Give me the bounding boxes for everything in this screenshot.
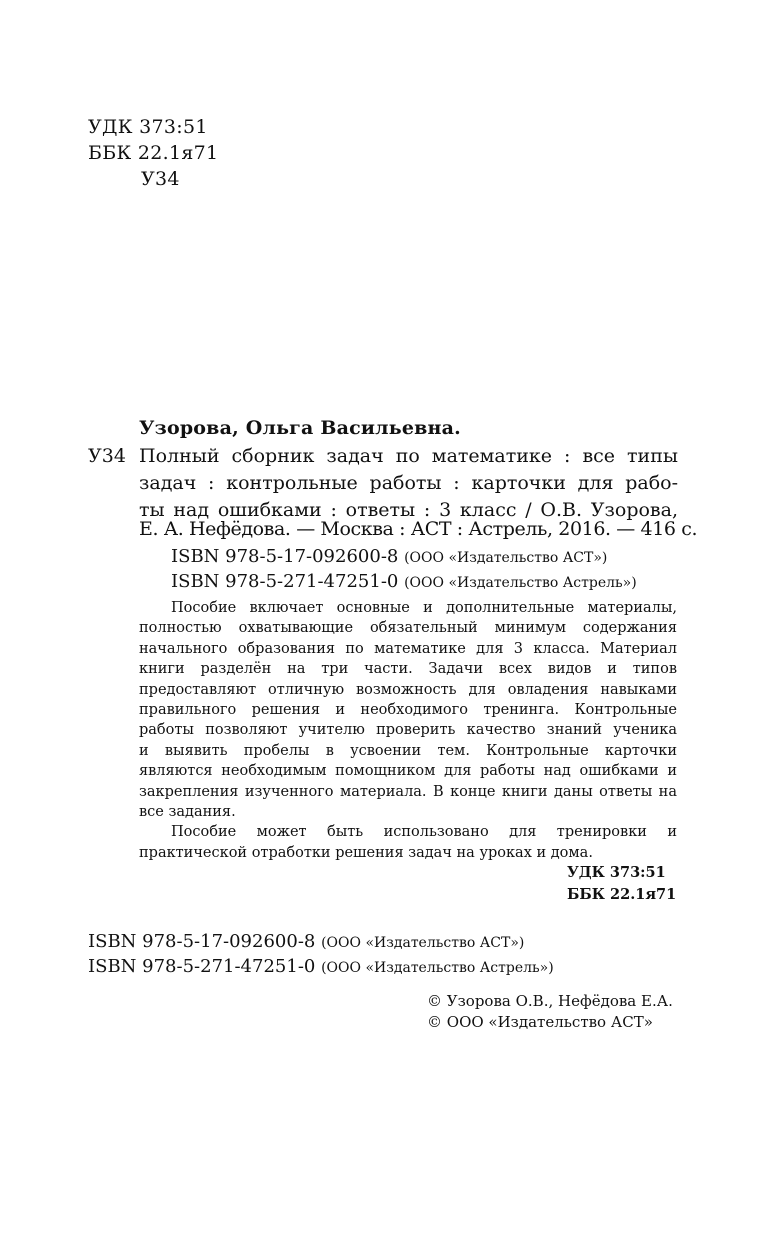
annotation-line: полностью охватывающие обязательный минимум содержания: [139, 620, 677, 637]
annotation: [139, 598, 678, 861]
title-line: ты над ошибками : ответы : 3 класс / О.В. Узорова,: [139, 499, 678, 521]
udk-code: УДК 373:51: [88, 116, 208, 138]
annotation-line: и выявить пробелы в усвоении тем. Контрольные карточки: [139, 742, 677, 759]
author-mark: У34: [141, 168, 180, 190]
annotation-line: все задания.: [139, 804, 236, 820]
isbn-number: ISBN 978-5-271-47251-0: [88, 956, 316, 977]
isbn-number: ISBN 978-5-17-092600-8: [88, 931, 316, 952]
annotation-bbk: ББК 22.1я71: [567, 886, 677, 903]
annotation-line: работы позволяют учителю проверить качество знаний ученика: [139, 722, 677, 739]
annotation-line: закрепления изученного материала. В конце книги даны ответы на: [139, 783, 677, 800]
annotation-line: начального образования по математике для 3 класса. Материал: [139, 640, 677, 657]
isbn-line: [171, 569, 637, 596]
isbn-publisher: (ООО «Издательство АСТ»): [321, 935, 525, 951]
annotation-udk: УДК 373:51: [567, 864, 666, 881]
record-author-mark: У34: [88, 445, 126, 467]
bbk-code: ББК 22.1я71: [88, 142, 219, 164]
title-line: Е. А. Нефёдова. — Москва : АСТ : Астрель, 2016. — 416 с.: [139, 518, 698, 540]
bottom-isbn-line: [88, 929, 524, 956]
copyright-publisher: © ООО «Издательство АСТ»: [427, 1013, 653, 1031]
isbn-publisher: (ООО «Издательство АСТ»): [404, 550, 608, 566]
isbn-number: ISBN 978-5-17-092600-8: [171, 546, 399, 567]
annotation-line: предоставляют отличную возможность для овладения навыками: [139, 681, 677, 698]
annotation-line: Пособие может быть использовано для тренировки и: [171, 824, 677, 841]
isbn-line: [171, 544, 607, 571]
title-line: Полный сборник задач по математике : все типы: [139, 445, 678, 467]
author-heading: Узорова, Ольга Васильевна.: [139, 417, 461, 439]
isbn-number: ISBN 978-5-271-47251-0: [171, 571, 399, 592]
copyright-authors: © Узорова О.В., Нефёдова Е.А.: [427, 992, 673, 1010]
title-line: задач : контрольные работы : карточки для рабо-: [139, 472, 678, 494]
isbn-publisher: (ООО «Издательство Астрель»): [321, 960, 554, 976]
annotation-line: книги разделён на три части. Задачи всех видов и типов: [139, 661, 677, 678]
annotation-line: являются необходимым помощником для работы над ошибками и: [139, 763, 677, 780]
isbn-publisher: (ООО «Издательство Астрель»): [404, 575, 637, 591]
annotation-line: правильного решения и необходимого тренинга. Контрольные: [139, 702, 677, 718]
annotation-line: практической отработки решения задач на уроках и дома.: [139, 844, 593, 861]
annotation-line: Пособие включает основные и дополнительные материалы,: [171, 600, 677, 616]
bottom-isbn-line: [88, 954, 554, 981]
